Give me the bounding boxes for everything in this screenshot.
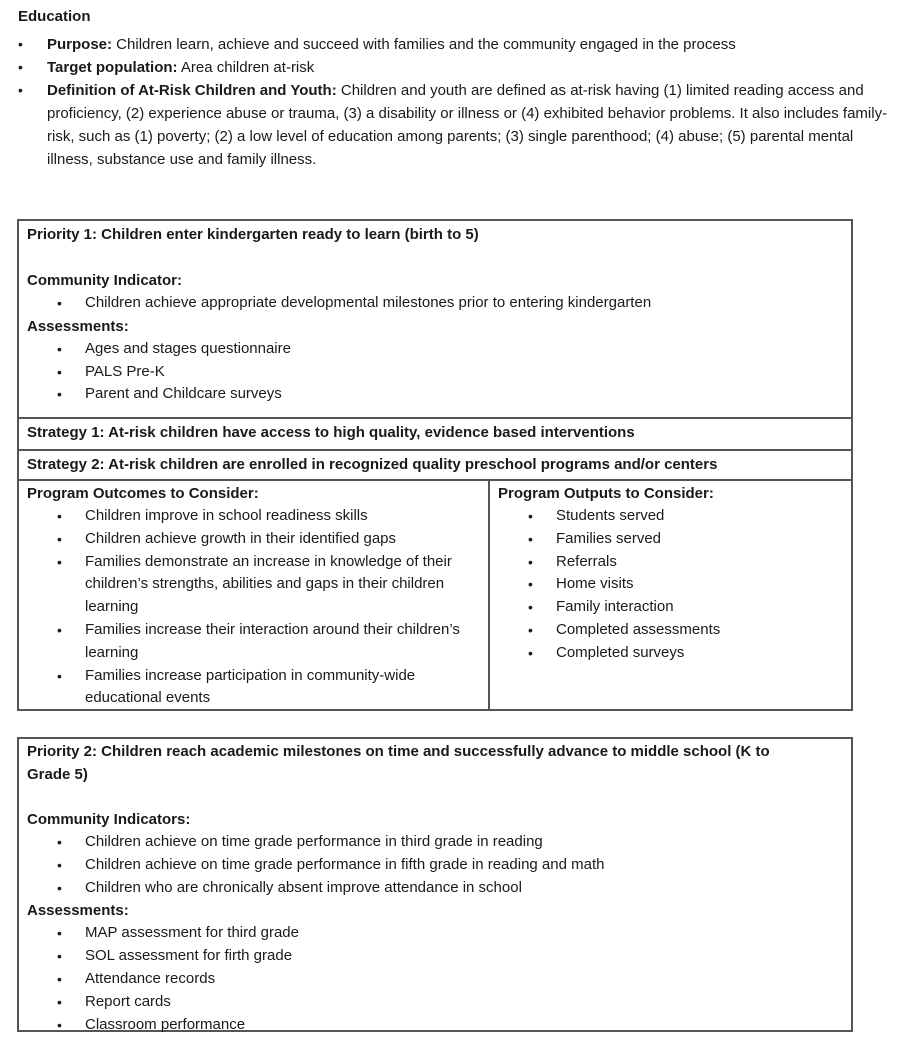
list-item: • Children who are chronically absent improve attendance in school <box>27 877 843 900</box>
bullet-icon: • <box>18 36 23 52</box>
bullet-icon: • <box>528 530 533 547</box>
priority-1-header-cell <box>19 223 851 406</box>
bullet-icon: • <box>57 1016 62 1033</box>
bullet-icon: • <box>528 599 533 616</box>
bullet-icon: • <box>57 925 62 942</box>
list-item: • SOL assessment for firth grade <box>27 945 843 968</box>
list-item: • Home visits <box>498 573 843 596</box>
intro-item-purpose <box>18 33 898 56</box>
list-item: • PALS Pre-K <box>27 361 843 384</box>
bullet-icon: • <box>18 59 23 75</box>
bullet-icon: • <box>528 508 533 524</box>
priority-2-title: Priority 2: Children reach academic milestones on time and successfully advance to middle school (K to Grade 5) <box>27 743 770 783</box>
strategy-1: Strategy 1: At-risk children have access to high quality, evidence based interventions <box>27 424 635 441</box>
program-outputs-label: Program Outputs to Consider: <box>498 485 714 502</box>
priority-2-table <box>17 737 853 1032</box>
strategy-2: Strategy 2: At-risk children are enrolled in recognized quality preschool programs and/or centers <box>27 456 718 473</box>
bullet-icon: • <box>57 386 62 403</box>
bullet-icon: • <box>528 644 533 661</box>
program-outcomes-label: Program Outcomes to Consider: <box>27 485 259 502</box>
program-outcomes-list <box>27 505 477 710</box>
intro-label: Target population: <box>47 59 178 76</box>
bullet-icon: • <box>528 576 533 593</box>
list-item: • Completed surveys <box>498 642 843 665</box>
bullet-icon: • <box>57 340 62 357</box>
list-item: • Families increase participation in community-wide educational events <box>57 666 416 707</box>
list-item: • Children achieve on time grade performance in fifth grade in reading and math <box>27 854 843 877</box>
bullet-icon: • <box>57 508 62 524</box>
list-item: • Parent and Childcare surveys <box>27 383 843 406</box>
bullet-icon: • <box>57 834 62 850</box>
list-item: • Families increase their interaction around their children’s learning <box>57 620 460 661</box>
priority-1-table <box>17 219 853 711</box>
intro-list <box>18 33 898 171</box>
intro-text: Children learn, achieve and succeed with families and the community engaged in the process <box>112 36 736 53</box>
list-item: • Children improve in school readiness skills <box>27 505 477 528</box>
community-indicator-label: Community Indicator: <box>27 272 183 289</box>
list-item: • Attendance records <box>27 968 843 991</box>
program-outcomes-cell <box>19 482 485 710</box>
assessments-list <box>27 922 843 1036</box>
list-item: • Ages and stages questionnaire <box>27 338 843 361</box>
list-item: • Families served <box>498 528 843 551</box>
intro-label: Definition of At-Risk Children and Youth: <box>47 82 337 99</box>
list-item: • Children achieve growth in their identified gaps <box>27 528 477 551</box>
assessments-list <box>27 338 843 406</box>
list-item: • MAP assessment for third grade <box>27 922 843 945</box>
bullet-icon: • <box>57 948 62 965</box>
community-indicators-label: Community Indicators: <box>27 811 191 828</box>
list-item: • Children achieve on time grade performance in third grade in reading <box>27 831 843 854</box>
list-item: • Family interaction <box>498 596 843 619</box>
list-item: • Referrals <box>498 551 843 574</box>
intro-text: Children and youth are defined as at-risk having (1) limited reading access and proficiency, (2) experience abuse or trauma, (3) a disability or illness or (4) exhibited behavior problems. It also includes family-risk, such as (1) poverty; (2) a low level of education among parents; (3) single parenthood; (4) abuse; (5) parental mental illness, substance use and family illness. <box>47 82 888 168</box>
assessments-label: Assessments: <box>27 317 129 335</box>
bullet-icon: • <box>18 82 23 98</box>
community-indicator-list <box>27 292 843 315</box>
list-item: • Families demonstrate an increase in knowledge of their children’s strengths, abilities and gaps in their children learning <box>57 552 452 616</box>
program-outputs-cell <box>490 482 851 665</box>
bullet-icon: • <box>57 295 62 311</box>
bullet-icon: • <box>57 530 62 547</box>
bullet-icon: • <box>57 970 62 987</box>
list-item: • Completed assessments <box>498 619 843 642</box>
divider <box>19 417 851 419</box>
list-item: • Classroom performance <box>27 1014 843 1037</box>
list-item: • Report cards <box>27 991 843 1014</box>
bullet-icon: • <box>528 553 533 570</box>
intro-item-definition <box>18 79 898 171</box>
bullet-icon: • <box>57 553 62 570</box>
bullet-icon: • <box>57 993 62 1010</box>
community-indicators-list <box>27 831 843 899</box>
divider <box>19 449 851 451</box>
assessments-label: Assessments: <box>27 902 129 920</box>
bullet-icon: • <box>57 879 62 896</box>
divider <box>19 479 851 481</box>
bullet-icon: • <box>57 667 62 684</box>
list-item: • Children achieve appropriate developmental milestones prior to entering kindergarten <box>27 292 843 315</box>
list-item: • Students served <box>498 505 843 528</box>
bullet-icon: • <box>528 621 533 638</box>
program-outputs-list <box>498 505 843 665</box>
bullet-icon: • <box>57 363 62 380</box>
intro-item-target-population <box>18 56 898 79</box>
bullet-icon: • <box>57 856 62 873</box>
priority-1-title: Priority 1: Children enter kindergarten ready to learn (birth to 5) <box>27 226 479 243</box>
priority-2-cell <box>19 740 851 1036</box>
bullet-icon: • <box>57 621 62 638</box>
section-heading: Education <box>18 8 91 25</box>
intro-text: Area children at-risk <box>177 59 315 76</box>
intro-label: Purpose: <box>47 36 113 53</box>
